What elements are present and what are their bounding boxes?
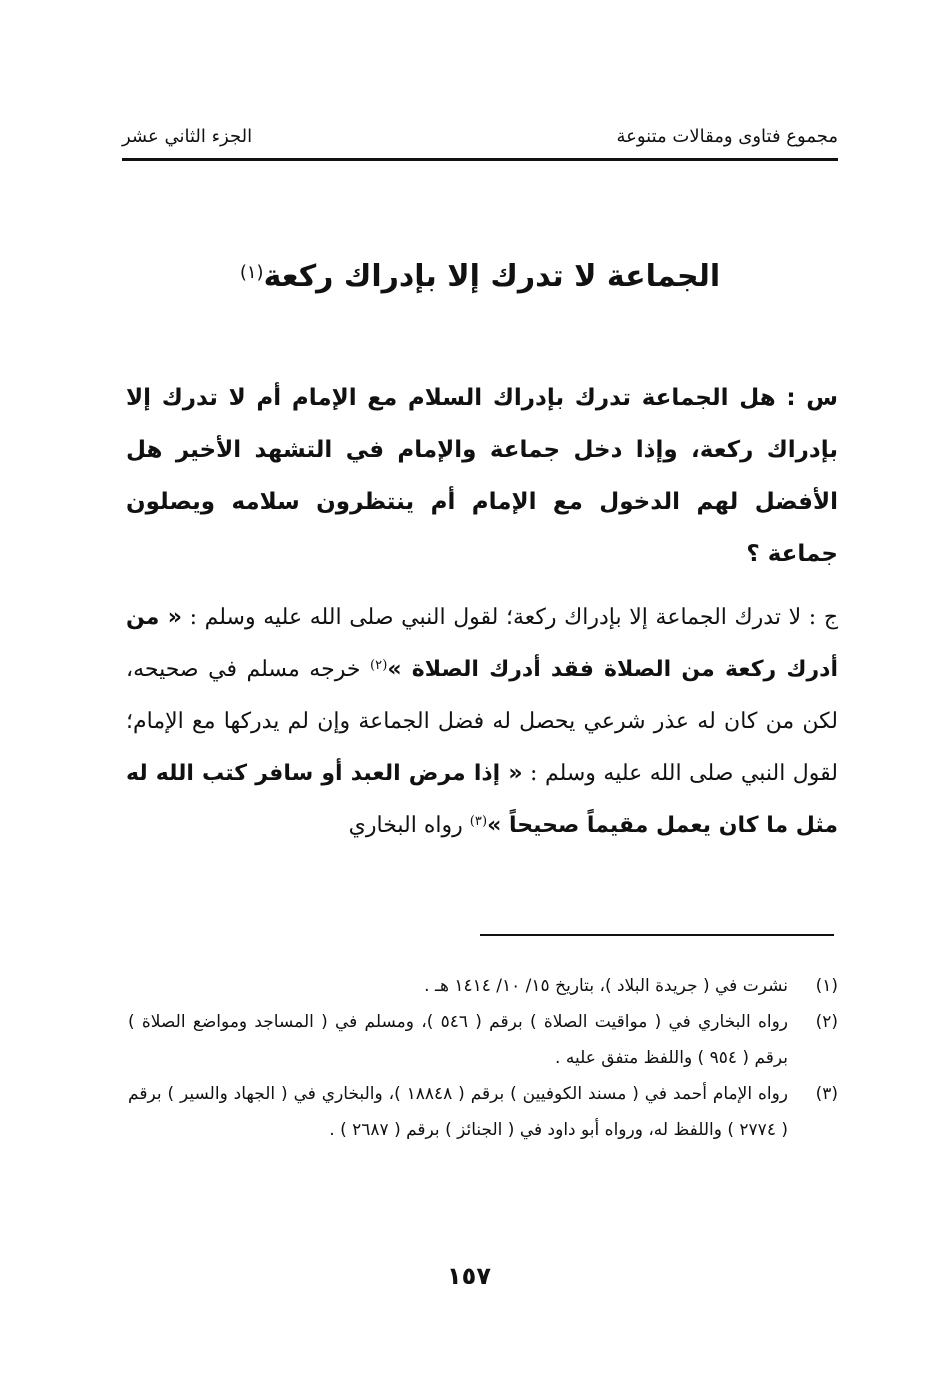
footnote-divider bbox=[480, 934, 834, 936]
answer-paragraph bbox=[126, 592, 838, 852]
book-title: مجموع فتاوى ومقالات متنوعة bbox=[616, 126, 838, 147]
answer-footnote-ref-2: (٢) bbox=[369, 658, 388, 673]
question-text: هل الجماعة تدرك بإدراك السلام مع الإمام أم لا تدرك إلا بإدراك ركعة، وإذا دخل جماعة والإمام في التشهد الأخير هل الأفضل لهم الدخول مع الإمام أم ينتظرون سلامه ويصلون جماعة ؟ bbox=[126, 385, 838, 567]
main-text bbox=[126, 372, 838, 852]
footnote-2 bbox=[128, 1004, 838, 1076]
running-header bbox=[122, 122, 838, 156]
answer-footnote-ref-3: (٣) bbox=[469, 814, 488, 829]
footnote-number: (٢) bbox=[815, 1012, 838, 1032]
question-paragraph bbox=[126, 372, 838, 580]
hadith-quote-1: « من أدرك ركعة من الصلاة فقد أدرك الصلاة » bbox=[126, 605, 839, 682]
footnote-number: (٣) bbox=[815, 1084, 838, 1104]
chapter-title bbox=[122, 255, 838, 299]
question-label: س : bbox=[786, 385, 838, 411]
answer-text-1: لا تدرك الجماعة إلا بإدراك ركعة؛ لقول النبي صلى الله عليه وسلم : bbox=[189, 605, 802, 630]
title-footnote-ref: (١) bbox=[239, 262, 264, 283]
chapter-title-text: الجماعة لا تدرك إلا بإدراك ركعة bbox=[263, 259, 721, 294]
footnote-text: رواه البخاري في ( مواقيت الصلاة ) برقم ( ٥٤٦ )، ومسلم في ( المساجد ومواضع الصلاة ) برقم ( ٩٥٤ ) واللفظ متفق عليه . bbox=[128, 1012, 789, 1068]
volume-label: الجزء الثاني عشر bbox=[122, 126, 253, 147]
answer-text-3: رواه البخاري bbox=[348, 813, 463, 838]
answer-label: ج : bbox=[808, 605, 839, 630]
footnote-text: رواه الإمام أحمد في ( مسند الكوفيين ) برقم ( ١٨٨٤٨ )، والبخاري في ( الجهاد والسير ) برقم ( ٢٧٧٤ ) واللفظ له، ورواه أبو داود في ( الجنائز ) برقم ( ٢٦٨٧ ) . bbox=[128, 1084, 789, 1140]
footnote-3 bbox=[128, 1076, 838, 1148]
header-divider bbox=[122, 158, 838, 161]
footnotes bbox=[128, 968, 838, 1148]
hadith-quote-2: « إذا مرض العبد أو سافر كتب الله له مثل ما كان يعمل مقيماً صحيحاً » bbox=[126, 761, 838, 838]
footnote-1 bbox=[128, 968, 838, 1004]
footnote-text: نشرت في ( جريدة البلاد )، بتاريخ ١٥/ ١٠/ ١٤١٤ هـ . bbox=[424, 976, 788, 996]
footnote-number: (١) bbox=[815, 976, 838, 996]
answer-text-2: خرجه مسلم في صحيحه، لكن من كان له عذر شرعي يحصل له فضل الجماعة وإن لم يدركها مع الإمام؛ لقول النبي صلى الله عليه وسلم : bbox=[126, 657, 838, 786]
page-number: ١٥٧ bbox=[447, 1262, 491, 1290]
